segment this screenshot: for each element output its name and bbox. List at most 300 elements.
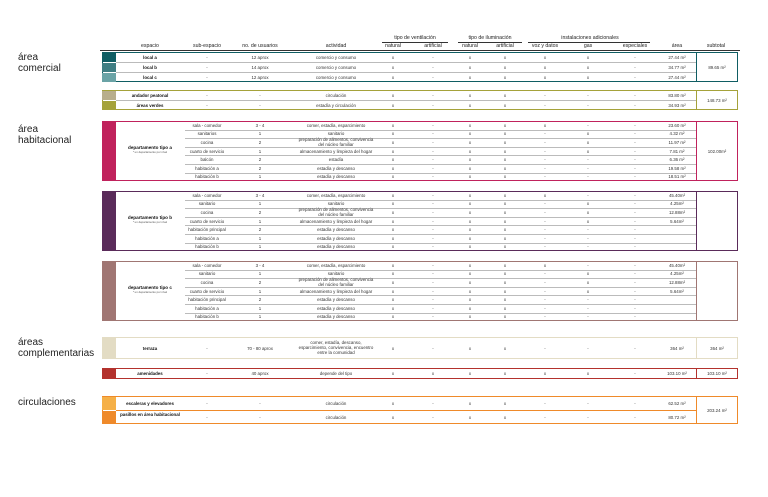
cell-value: x: [468, 201, 472, 207]
cell-value: x: [391, 314, 395, 320]
cell-value: x: [503, 288, 507, 294]
cell-value: x: [391, 280, 395, 285]
cell-value: x: [391, 74, 395, 80]
cell-value: x: [468, 271, 472, 277]
cell-sub-espacio: habitación a: [195, 165, 219, 171]
cell-value: x: [468, 102, 472, 108]
cell-value: -: [544, 297, 546, 303]
cell-value: x: [468, 400, 472, 406]
cell-value: 1: [258, 271, 262, 277]
cell-value: 2: [258, 280, 262, 285]
cell-value: x: [468, 122, 472, 128]
cell-value: -: [544, 244, 546, 250]
cell-value: -: [432, 192, 434, 198]
cell-actividad: comer, estadía, esparcimiento: [306, 192, 366, 198]
cell-value: -: [544, 102, 546, 108]
section-title-comercial: [18, 52, 61, 74]
cell-value: -: [432, 235, 434, 241]
cell-value: -: [587, 235, 589, 241]
cell-value: x: [503, 227, 507, 233]
cell-value: -: [432, 64, 434, 70]
dept-title: departamento tipo b: [127, 215, 173, 221]
column-header-artificial-v: artificial: [424, 43, 442, 49]
cell-value: -: [432, 54, 434, 60]
cell-value: x: [503, 74, 507, 80]
cell-value: -: [587, 414, 589, 420]
cell-value: x: [586, 140, 590, 145]
cell-value: -: [206, 74, 208, 80]
cell-value: -: [206, 345, 208, 351]
cell-sub-espacio: cocina: [200, 280, 214, 285]
cell-actividad: estadía y descanso: [317, 314, 355, 320]
cell-value: x: [468, 218, 472, 224]
cell-value: -: [432, 244, 434, 250]
cell-value: x: [503, 201, 507, 207]
cell-value: -: [544, 400, 546, 406]
cell-sub-espacio: sanitario: [198, 271, 216, 277]
cell-value: x: [468, 74, 472, 80]
cell-value: -: [206, 400, 208, 406]
cell-actividad: estadía y descanso: [317, 305, 355, 311]
cell-value: x: [468, 414, 472, 420]
cell-value: 4.25m²: [670, 271, 684, 277]
cell-actividad: comer, estadía, descanso, esparcimiento, convivencia, encuentro entre la comunidad: [298, 340, 374, 355]
cell-value: x: [468, 54, 472, 60]
cell-value: x: [391, 262, 395, 268]
cell-value: x: [543, 74, 547, 80]
cell-value: 6.36 m²: [669, 157, 685, 163]
cell-actividad: preparación de alimentos, convivencia del núcleo familiar: [298, 277, 374, 287]
cell-value: -: [634, 262, 636, 268]
cell-actividad: estadía y circulación: [316, 102, 356, 108]
cell-value: x: [586, 74, 590, 80]
cell-value: x: [503, 297, 507, 303]
cell-espacio: amenidades: [137, 371, 163, 376]
cell-value: -: [432, 102, 434, 108]
column-header-no-usuarios: no. de usuarios: [242, 43, 278, 49]
cell-sub-espacio: habitación principal: [188, 297, 226, 303]
cell-value: x: [586, 280, 590, 285]
exterior-row-swatch: [102, 101, 116, 110]
cell-espacio: local c: [143, 74, 157, 80]
cell-value: x: [468, 288, 472, 294]
cell-value: 103.10 m²: [667, 371, 687, 376]
cell-value: x: [503, 314, 507, 320]
cell-value: x: [468, 92, 472, 98]
cell-value: -: [544, 157, 546, 163]
cell-value: -: [432, 174, 434, 180]
cell-value: 2: [258, 157, 262, 163]
cell-value: -: [432, 400, 434, 406]
section-title-line: área: [18, 52, 39, 63]
cell-sub-espacio: sanitarios: [197, 131, 217, 137]
cell-value: -: [432, 297, 434, 303]
cell-value: 1: [258, 244, 262, 250]
cell-value: x: [586, 371, 590, 376]
cell-actividad: sanitario: [327, 201, 345, 207]
cell-value: -: [432, 157, 434, 163]
cell-value: -: [634, 74, 636, 80]
cell-value: x: [468, 165, 472, 171]
cell-value: x: [503, 64, 507, 70]
header-group-lighting: tipo de iluminación: [468, 35, 512, 41]
cell-actividad: comercio y consumo: [315, 64, 357, 70]
cell-sub-espacio: cuarto de servicio: [189, 148, 225, 154]
cell-value: x: [503, 244, 507, 250]
cell-value: 7.81 m²: [669, 148, 685, 154]
cell-value: 1: [258, 174, 262, 180]
cell-value: x: [503, 157, 507, 163]
cell-value: x: [543, 262, 547, 268]
cell-value: -: [634, 314, 636, 320]
cell-value: -: [206, 92, 208, 98]
cell-value: -: [544, 140, 546, 145]
cell-value: -: [544, 235, 546, 241]
cell-value: -: [634, 148, 636, 154]
cell-value: x: [503, 192, 507, 198]
terraza-swatch: [102, 337, 116, 359]
cell-value: x: [503, 210, 507, 215]
cell-value: x: [391, 92, 395, 98]
exterior-row-swatch: [102, 91, 116, 100]
cell-value: -: [587, 227, 589, 233]
cell-sub-espacio: habitación a: [195, 235, 219, 241]
cell-value: x: [503, 262, 507, 268]
cell-value: x: [391, 400, 395, 406]
cell-value: 12 aprox: [251, 74, 269, 80]
column-header-voz-datos: voz y datos: [531, 43, 559, 49]
cell-value: x: [431, 371, 435, 376]
cell-value: x: [391, 414, 395, 420]
cell-value: x: [586, 271, 590, 277]
cell-value: x: [391, 271, 395, 277]
cell-value: 45.40m²: [668, 192, 686, 198]
cell-value: x: [503, 371, 507, 376]
cell-value: x: [468, 244, 472, 250]
cell-value: x: [468, 227, 472, 233]
cell-value: -: [587, 122, 589, 128]
dept-title: departamento tipo a: [128, 145, 172, 151]
cell-value: -: [544, 174, 546, 180]
cell-value: x: [468, 371, 472, 376]
cell-sub-espacio: cuarto de servicio: [189, 288, 225, 294]
cell-value: x: [391, 131, 395, 137]
cell-value: -: [587, 92, 589, 98]
cell-value: 1: [258, 235, 262, 241]
cell-actividad: estadía y descanso: [317, 297, 355, 303]
cell-value: x: [468, 148, 472, 154]
dept_b-swatch: [102, 191, 116, 251]
cell-value: x: [503, 218, 507, 224]
cell-espacio: pasillos en área habitacional: [120, 412, 180, 417]
cell-actividad: almacenamiento y limpieza del hogar: [299, 288, 373, 294]
cell-value: x: [391, 371, 395, 376]
comercial-row-swatch: [102, 53, 116, 62]
cell-value: x: [468, 305, 472, 311]
section-title-line: área: [18, 124, 39, 135]
dept-title: departamento tipo c: [128, 285, 172, 291]
cell-value: x: [586, 64, 590, 70]
cell-actividad: comercio y consumo: [315, 74, 357, 80]
cell-value: x: [391, 235, 395, 241]
cell-value: 27.44 m²: [668, 54, 686, 60]
cell-value: 5.64m²: [670, 288, 684, 294]
cell-value: x: [391, 102, 395, 108]
cell-value: 34.93 m²: [668, 102, 686, 108]
cell-value: -: [587, 157, 589, 163]
cell-value: 62.52 m²: [668, 400, 686, 406]
cell-value: x: [543, 64, 547, 70]
cell-value: -: [544, 148, 546, 154]
cell-value: -: [432, 305, 434, 311]
cell-value: 1: [258, 305, 262, 311]
cell-value: -: [634, 271, 636, 277]
cell-value: 1: [258, 314, 262, 320]
header-rule: [100, 50, 740, 51]
cell-value: 12 aprox: [251, 54, 269, 60]
cell-value: -: [432, 271, 434, 277]
cell-value: 12.88m²: [668, 280, 686, 285]
cell-value: x: [586, 148, 590, 154]
cell-value: 34.77 m²: [668, 64, 686, 70]
cell-value: -: [634, 92, 636, 98]
cell-value: x: [586, 288, 590, 294]
cell-value: x: [503, 271, 507, 277]
cell-value: -: [587, 102, 589, 108]
cell-subtotal: 203.24 m²: [707, 407, 727, 413]
column-header-area: área: [671, 43, 683, 49]
cell-value: x: [503, 280, 507, 285]
cell-value: 2: [258, 165, 262, 171]
column-header-artificial-l: artificial: [496, 43, 514, 49]
cell-value: 3 - 4: [255, 262, 265, 268]
cell-value: -: [544, 92, 546, 98]
cell-value: -: [634, 131, 636, 137]
cell-value: x: [391, 54, 395, 60]
circulaciones-row-swatch: [102, 411, 116, 424]
cell-value: x: [391, 297, 395, 303]
cell-sub-espacio: cuarto de servicio: [189, 218, 225, 224]
cell-value: -: [634, 54, 636, 60]
cell-value: x: [468, 262, 472, 268]
cell-sub-espacio: habitación b: [195, 244, 219, 250]
cell-value: 2: [258, 140, 262, 145]
cell-value: -: [206, 54, 208, 60]
cell-value: x: [391, 148, 395, 154]
header-group-ventilation: tipo de ventilación: [394, 35, 436, 41]
cell-value: 1: [258, 218, 262, 224]
cell-value: -: [634, 288, 636, 294]
cell-value: 11.97 m²: [668, 140, 686, 145]
cell-sub-espacio: habitación b: [195, 174, 219, 180]
cell-value: x: [391, 210, 395, 215]
cell-value: x: [468, 210, 472, 215]
cell-value: -: [634, 210, 636, 215]
cell-value: x: [468, 174, 472, 180]
cell-actividad: almacenamiento y limpieza del hogar: [299, 148, 373, 154]
cell-value: -: [634, 414, 636, 420]
column-header-espacio: espacio: [141, 43, 159, 49]
cell-value: 14 aprox: [251, 64, 269, 70]
dept_a-label: [116, 145, 184, 154]
row-divider: [116, 72, 696, 73]
cell-value: circulación: [325, 400, 347, 406]
section-title-complementarias: [18, 337, 94, 359]
cell-value: -: [634, 235, 636, 241]
cell-espacio: local a: [143, 54, 157, 60]
cell-value: -: [432, 140, 434, 145]
cell-value: x: [503, 92, 507, 98]
cell-value: -: [634, 201, 636, 207]
cell-value: x: [543, 54, 547, 60]
cell-subtotal: 148.73 m²: [707, 97, 727, 103]
section-title-line: complementarias: [18, 348, 95, 359]
cell-value: x: [586, 54, 590, 60]
cell-value: 364 m²: [670, 345, 684, 351]
cell-subtotal: 364 m²: [710, 345, 724, 351]
cell-value: -: [544, 210, 546, 215]
cell-sub-espacio: sala - comedor: [192, 192, 222, 198]
cell-value: 2: [258, 297, 262, 303]
cell-actividad: estadía y descanso: [317, 244, 355, 250]
cell-value: -: [587, 305, 589, 311]
dept-note: * un departamento por nivel: [132, 219, 168, 224]
cell-actividad: preparación de alimentos, convivencia del núcleo familiar: [298, 137, 374, 147]
comercial-row-swatch: [102, 73, 116, 82]
section-title-line: circulaciones: [18, 397, 76, 408]
cell-value: -: [544, 414, 546, 420]
cell-value: 40 aprox: [251, 371, 269, 376]
cell-value: 2: [258, 227, 262, 233]
cell-sub-espacio: sala - comedor: [192, 122, 222, 128]
cell-value: x: [391, 64, 395, 70]
cell-value: -: [544, 271, 546, 277]
cell-value: x: [503, 165, 507, 171]
cell-value: -: [259, 400, 261, 406]
column-header-gas: gas: [583, 43, 593, 49]
cell-value: x: [391, 305, 395, 311]
cell-espacio: escaleras y elevadores: [126, 400, 174, 406]
cell-value: -: [544, 131, 546, 137]
cell-value: -: [544, 314, 546, 320]
cell-value: -: [432, 210, 434, 215]
cell-value: 12.88m²: [668, 210, 686, 215]
cell-value: x: [503, 235, 507, 241]
cell-value: -: [634, 345, 636, 351]
cell-value: -: [634, 192, 636, 198]
dept_b-label: [116, 215, 184, 224]
cell-sub-espacio: habitación principal: [188, 227, 226, 233]
cell-value: 27.44 m²: [668, 74, 686, 80]
cell-value: 1: [258, 288, 262, 294]
cell-value: x: [391, 288, 395, 294]
cell-value: -: [432, 122, 434, 128]
cell-value: x: [503, 148, 507, 154]
cell-actividad: comer, estadía, esparcimiento: [306, 122, 366, 128]
section-title-habitacional: [18, 124, 71, 146]
cell-value: 4.32 m²: [669, 131, 685, 137]
section-title-line: áreas: [18, 337, 44, 348]
column-header-natural-l: natural: [462, 43, 478, 49]
dept-note: * un departamento por nivel: [132, 149, 168, 154]
cell-value: -: [544, 165, 546, 171]
cell-value: 1: [258, 131, 262, 137]
cell-value: -: [587, 262, 589, 268]
cell-value: -: [206, 64, 208, 70]
cell-value: x: [391, 201, 395, 207]
cell-value: -: [587, 345, 589, 351]
dept_c-swatch: [102, 261, 116, 321]
cell-espacio: áreas verdes: [136, 102, 164, 108]
cell-value: x: [586, 131, 590, 137]
cell-actividad: almacenamiento y limpieza del hogar: [299, 218, 373, 224]
circulaciones-row-swatch: [102, 397, 116, 410]
cell-value: x: [391, 227, 395, 233]
cell-value: -: [544, 345, 546, 351]
cell-value: -: [634, 400, 636, 406]
cell-value: 4.25m²: [670, 201, 684, 207]
cell-value: x: [503, 122, 507, 128]
cell-value: -: [634, 218, 636, 224]
cell-actividad: comer, estadía, esparcimiento: [306, 262, 366, 268]
cell-value: -: [634, 297, 636, 303]
cell-value: x: [468, 314, 472, 320]
cell-value: x: [391, 218, 395, 224]
cell-actividad: circulación: [325, 92, 347, 98]
cell-value: 3 - 4: [255, 192, 265, 198]
cell-value: -: [634, 122, 636, 128]
cell-sub-espacio: cocina: [200, 140, 214, 145]
cell-espacio: andador peatonal: [131, 92, 169, 98]
cell-value: -: [432, 314, 434, 320]
cell-value: 2: [258, 210, 262, 215]
cell-value: x: [503, 345, 507, 351]
dept_a-swatch: [102, 121, 116, 181]
cell-actividad: sanitario: [327, 271, 345, 277]
cell-value: -: [634, 165, 636, 171]
cell-value: -: [634, 157, 636, 163]
cell-value: x: [391, 140, 395, 145]
cell-value: x: [586, 210, 590, 215]
cell-value: 3 - 4: [255, 122, 265, 128]
cell-sub-espacio: cocina: [200, 210, 214, 215]
cell-value: -: [432, 280, 434, 285]
cell-value: -: [432, 288, 434, 294]
cell-sub-espacio: habitación b: [195, 314, 219, 320]
cell-value: x: [468, 345, 472, 351]
cell-subtotal: 102.00m²: [707, 148, 727, 154]
cell-value: x: [503, 102, 507, 108]
column-header-actividad: actividad: [325, 43, 347, 49]
cell-value: -: [206, 414, 208, 420]
cell-value: -: [432, 165, 434, 171]
cell-value: x: [543, 122, 547, 128]
cell-actividad: comercio y consumo: [315, 54, 357, 60]
cell-value: x: [391, 345, 395, 351]
cell-value: -: [432, 345, 434, 351]
cell-value: x: [468, 235, 472, 241]
cell-value: x: [503, 400, 507, 406]
cell-value: -: [432, 74, 434, 80]
row-divider: [116, 62, 696, 63]
cell-espacio: local b: [143, 64, 157, 70]
cell-value: 5.64m²: [670, 218, 684, 224]
cell-value: -: [259, 102, 261, 108]
cell-actividad: estadía y descanso: [317, 227, 355, 233]
cell-value: -: [259, 92, 261, 98]
cell-value: x: [468, 157, 472, 163]
cell-value: -: [587, 314, 589, 320]
